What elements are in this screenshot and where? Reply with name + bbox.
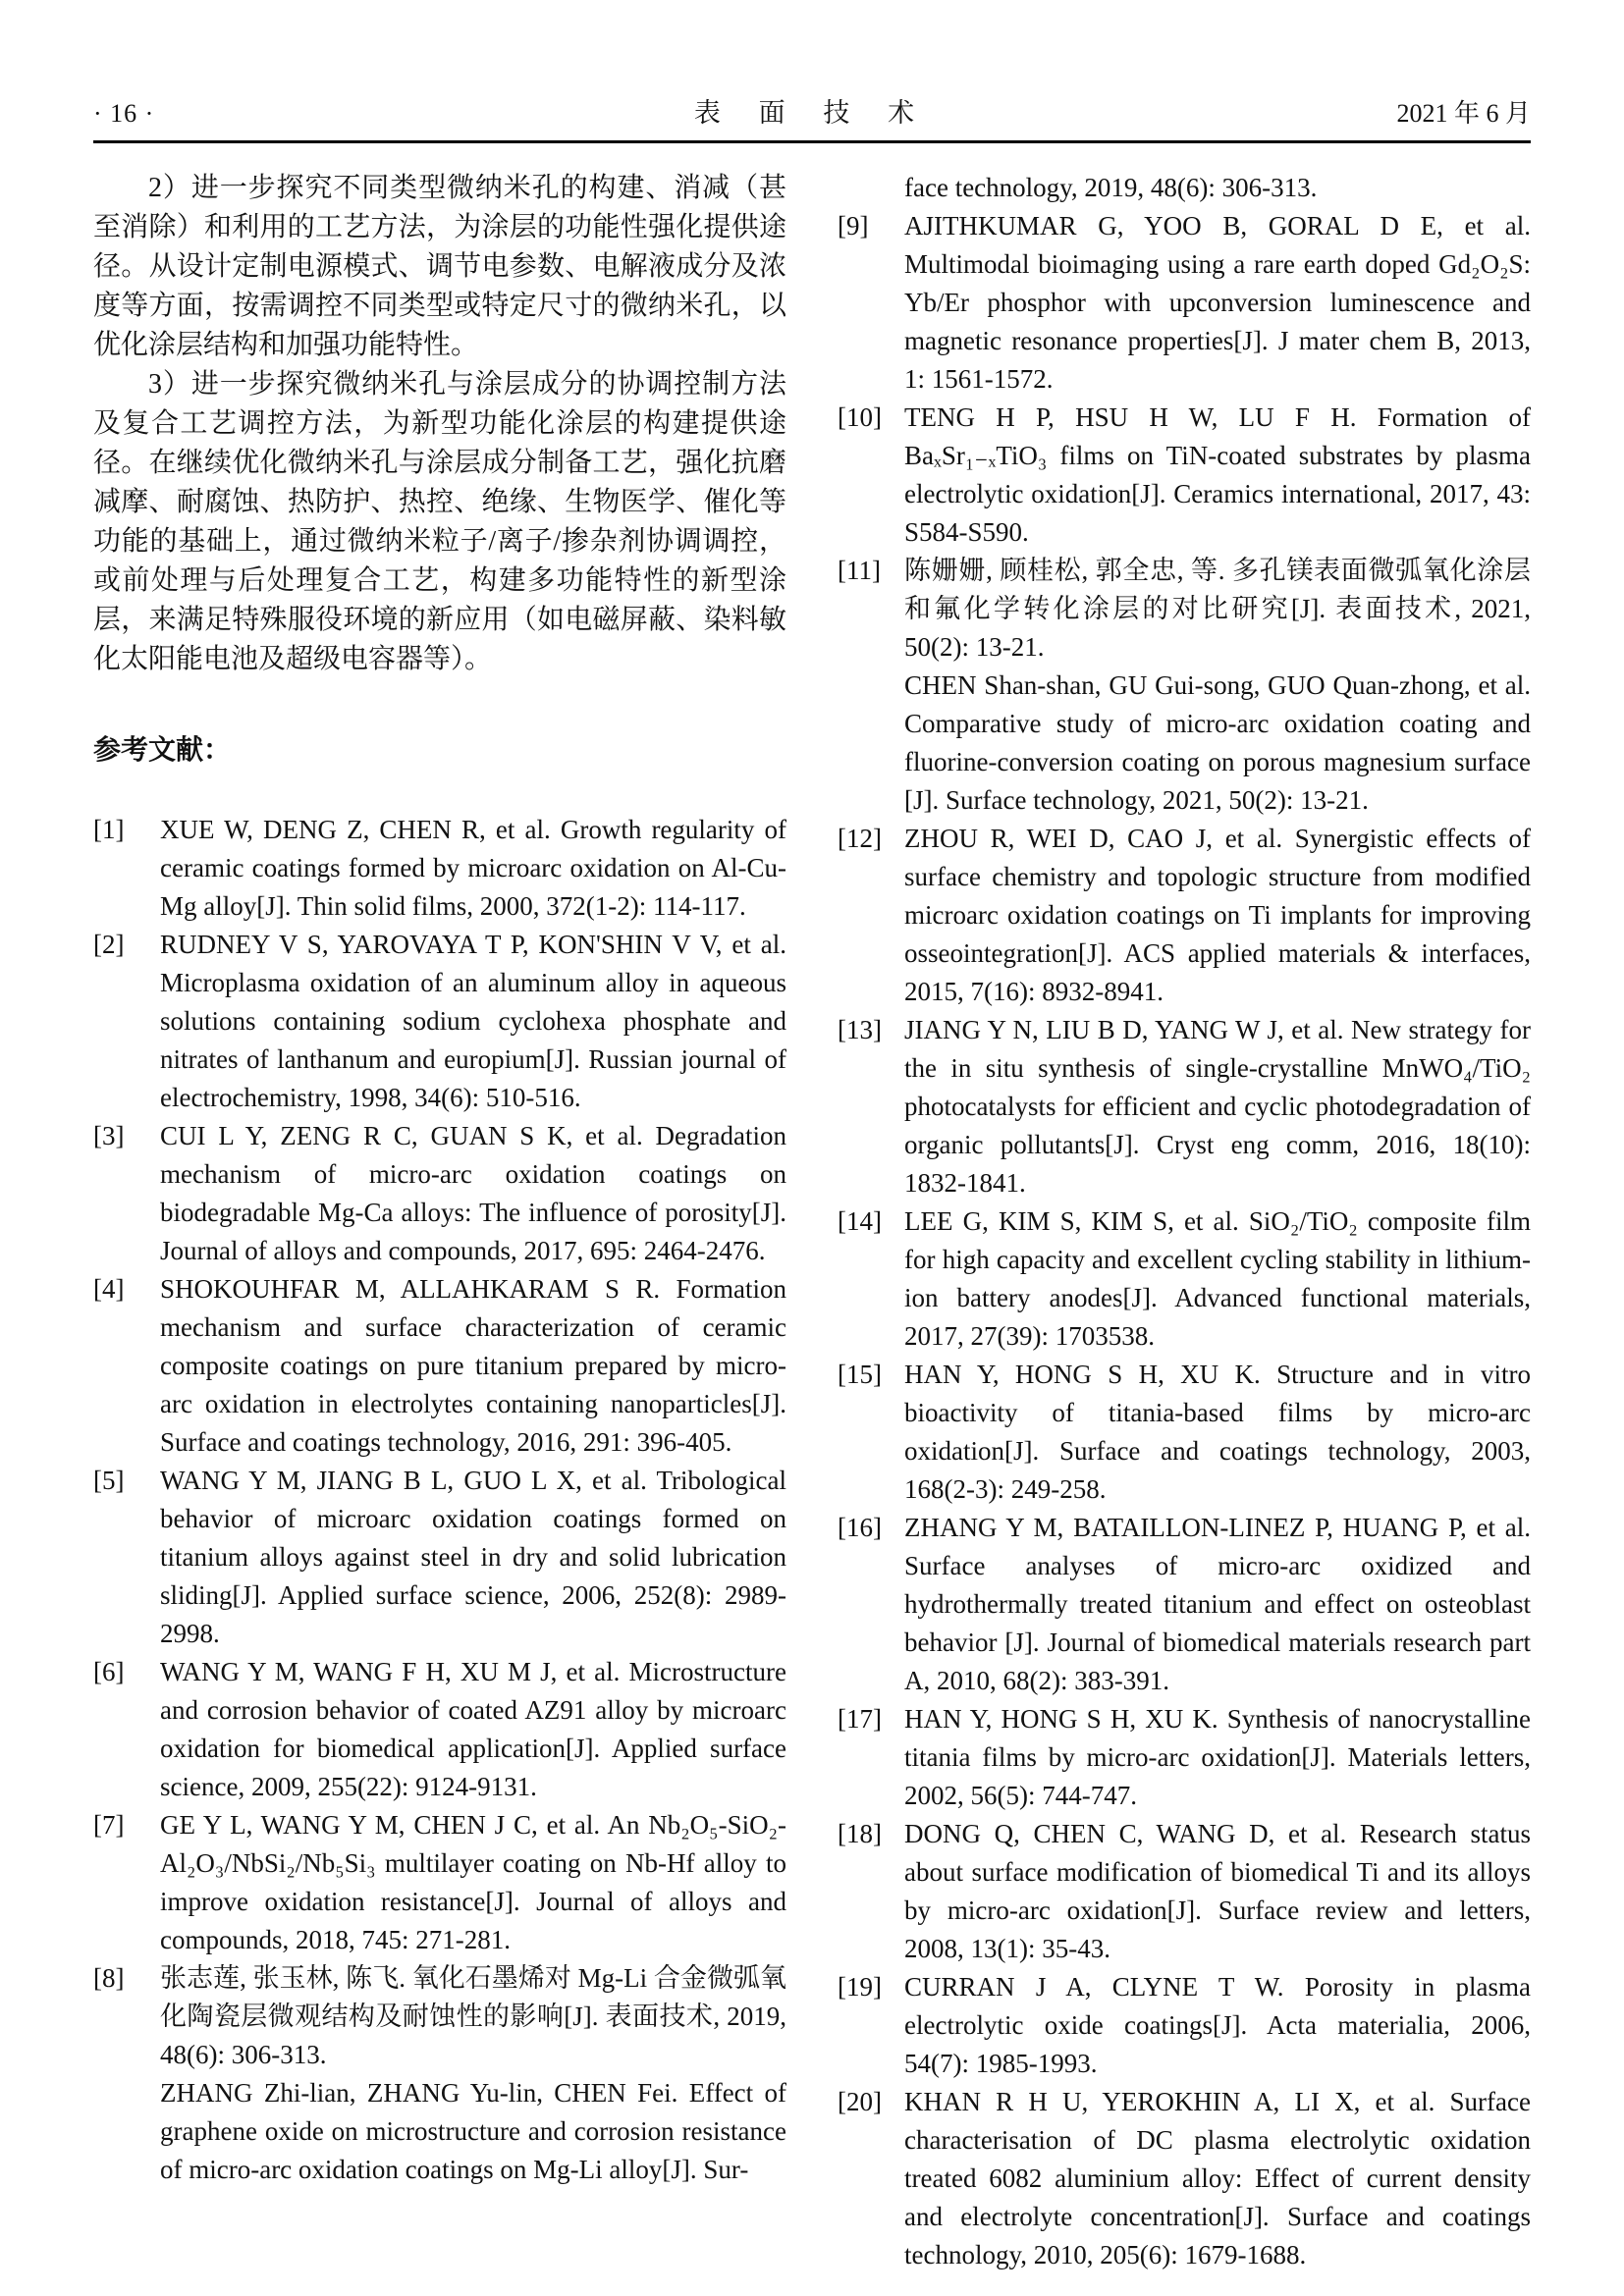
reference-label: [13] (838, 1015, 882, 1044)
reference-label: [14] (838, 1206, 882, 1236)
reference-label: [1] (93, 815, 125, 844)
reference-text: SHOKOUHFAR M, ALLAHKARAM S R. Formation mechanism and surface characterization of ceramic composite coatings on pure titanium prepared by micro-arc oxidation in electrolytes containing nanoparticles[J]. Surface and coatings technology, 2016, 291: 396-405. (160, 1274, 786, 1457)
reference-item (838, 1700, 1531, 1815)
reference-label: [16] (838, 1513, 882, 1542)
reference-text: 陈姗姗, 顾桂松, 郭全忠, 等. 多孔镁表面微弧氧化涂层和氟化学转化涂层的对比研究[J]. 表面技术, 2021, 50(2): 13-21. (904, 556, 1531, 662)
reference-item (93, 1270, 786, 1462)
header-rule (93, 140, 1531, 143)
reference-label: [19] (838, 1972, 882, 2002)
reference-item (838, 1509, 1531, 1700)
reference-item (93, 811, 786, 926)
reference-translation: ZHANG Zhi-lian, ZHANG Yu-lin, CHEN Fei. Effect of graphene oxide on microstructure and corrosion resistance of micro-arc oxidation coatings on Mg-Li alloy[J]. Sur- (160, 2078, 786, 2184)
reference-text: AJITHKUMAR G, YOO B, GORAL D E, et al. Multimodal bioimaging using a rare earth doped Gd₂O₂S: Yb/Er phosphor with upconversion luminescence and magnetic resonance properties[J]. J mater chem B, 2013, 1: 1561-1572. (904, 211, 1531, 394)
reference-item (838, 552, 1531, 820)
reference-continuation: face technology, 2019, 48(6): 306-313. (904, 173, 1318, 202)
reference-item (838, 207, 1531, 399)
two-column-body (93, 169, 1531, 2274)
reference-item (838, 1815, 1531, 1968)
reference-text: ZHANG Y M, BATAILLON-LINEZ P, HUANG P, et al. Surface analyses of micro-arc oxidized and hydrothermally treated titanium and effect on osteoblast behavior [J]. Journal of biomedical materials research part A, 2010, 68(2): 383-391. (904, 1513, 1531, 1695)
references-heading: 参考文献： (93, 735, 232, 766)
left-column (93, 169, 786, 2274)
reference-label: [3] (93, 1121, 125, 1150)
reference-label: [20] (838, 2087, 882, 2116)
reference-label: [17] (838, 1704, 882, 1734)
body-paragraph-2: 2）进一步探究不同类型微纳米孔的构建、消减（甚至消除）和利用的工艺方法，为涂层的功能性强化提供途径。从设计定制电源模式、调节电参数、电解液成分及浓度等方面，按需调控不同类型或特定尺寸的微纳米孔，以优化涂层结构和加强功能特性。 (93, 173, 786, 360)
reference-label: [15] (838, 1360, 882, 1389)
body-paragraph-3: 3）进一步探究微纳米孔与涂层成分的协调控制方法及复合工艺调控方法，为新型功能化涂层的构建提供途径。在继续优化微纳米孔与涂层成分制备工艺，强化抗磨减摩、耐腐蚀、热防护、热控、绝缘、生物医学、催化等功能的基础上，通过微纳米粒子/离子/掺杂剂协调调控，或前处理与后处理复合工艺，构建多功能特性的新型涂层，来满足特殊服役环境的新应用（如电磁屏蔽、染料敏化太阳能电池及超级电容器等）。 (93, 369, 786, 674)
reference-item (838, 1356, 1531, 1509)
reference-text: WANG Y M, JIANG B L, GUO L X, et al. Tribological behavior of microarc oxidation coatings formed on titanium alloys against steel in dry and solid lubrication sliding[J]. Applied surface science, 2006, 252(8): 2989-2998. (160, 1466, 786, 1648)
reference-text: 张志莲, 张玉林, 陈飞. 氧化石墨烯对 Mg-Li 合金微弧氧化陶瓷层微观结构及耐蚀性的影响[J]. 表面技术, 2019, 48(6): 306-313. (160, 1963, 786, 2069)
reference-label: [4] (93, 1274, 125, 1304)
reference-text: WANG Y M, WANG F H, XU M J, et al. Microstructure and corrosion behavior of coated AZ91 alloy by microarc oxidation for biomedical application[J]. Applied surface science, 2009, 255(22): 9124-9131. (160, 1657, 786, 1801)
reference-text: JIANG Y N, LIU B D, YANG W J, et al. New strategy for the in situ synthesis of single-crystalline MnWO₄/TiO₂ photocatalysts for efficient and cyclic photodegradation of organic pollutants[J]. Cryst eng comm, 2016, 18(10): 1832-1841. (904, 1015, 1531, 1198)
reference-label: [12] (838, 824, 882, 853)
reference-item (93, 926, 786, 1117)
reference-item (93, 1959, 786, 2189)
reference-text: GE Y L, WANG Y M, CHEN J C, et al. An Nb₂O₅-SiO₂-Al₂O₃/NbSi₂/Nb₅Si₃ multilayer coating on Nb-Hf alloy to improve oxidation resistance[J]. Journal of alloys and compounds, 2018, 745: 271-281. (160, 1810, 786, 1954)
reference-item (838, 399, 1531, 552)
reference-text: DONG Q, CHEN C, WANG D, et al. Research status about surface modification of biomedical Ti and its alloys by micro-arc oxidation[J]. Surface review and letters, 2008, 13(1): 35-43. (904, 1819, 1531, 1963)
reference-text: CURRAN J A, CLYNE T W. Porosity in plasma electrolytic oxide coatings[J]. Acta materialia, 2006, 54(7): 1985-1993. (904, 1972, 1531, 2078)
reference-text: HAN Y, HONG S H, XU K. Structure and in vitro bioactivity of titania-based films by micro-arc oxidation[J]. Surface and coatings technology, 2003, 168(2-3): 249-258. (904, 1360, 1531, 1504)
reference-label: [18] (838, 1819, 882, 1848)
reference-list-left (93, 811, 786, 2189)
reference-item (838, 1968, 1531, 2083)
reference-item (93, 1806, 786, 1959)
reference-text: RUDNEY V S, YAROVAYA T P, KON'SHIN V V, et al. Microplasma oxidation of an aluminum alloy in aqueous solutions containing sodium cyclohexa phosphate and nitrates of lanthanum and europium[J]. Russian journal of electrochemistry, 1998, 34(6): 510-516. (160, 930, 786, 1112)
reference-label: [2] (93, 930, 125, 959)
reference-text: CUI L Y, ZENG R C, GUAN S K, et al. Degradation mechanism of micro-arc oxidation coatings on biodegradable Mg-Ca alloys: The influence of porosity[J]. Journal of alloys and compounds, 2017, 695: 2464-2476. (160, 1121, 786, 1265)
reference-text: TENG H P, HSU H W, LU F H. Formation of BaₓSr₁₋ₓTiO₃ films on TiN-coated substrates by plasma electrolytic oxidation[J]. Ceramics international, 2017, 43: S584-S590. (904, 402, 1531, 547)
reference-text: XUE W, DENG Z, CHEN R, et al. Growth regularity of ceramic coatings formed by microarc oxidation on Al-Cu-Mg alloy[J]. Thin solid films, 2000, 372(1-2): 114-117. (160, 815, 786, 921)
reference-label: [11] (838, 556, 881, 585)
right-column (838, 169, 1531, 2274)
journal-title: 表 面 技 术 (693, 98, 931, 128)
reference-item (93, 1653, 786, 1806)
reference-label: [9] (838, 211, 869, 240)
reference-label: [5] (93, 1466, 125, 1495)
reference-item (93, 1117, 786, 1270)
reference-item (838, 820, 1531, 1011)
reference-item (838, 1011, 1531, 1202)
reference-text: KHAN R H U, YEROKHIN A, LI X, et al. Surface characterisation of DC plasma electrolytic oxidation treated 6082 aluminium alloy: Effect of current density and electrolyte concentration[J]. Surface and coatings technology, 2010, 205(6): 1679-1688. (904, 2087, 1531, 2269)
reference-label: [6] (93, 1657, 125, 1686)
reference-list-right (838, 207, 1531, 2274)
reference-label: [7] (93, 1810, 125, 1840)
reference-translation: CHEN Shan-shan, GU Gui-song, GUO Quan-zhong, et al. Comparative study of micro-arc oxidation coating and fluorine-conversion coating on porous magnesium surface [J]. Surface technology, 2021, 50(2): 13-21. (904, 670, 1531, 815)
page-header (93, 98, 1531, 129)
reference-item (838, 1202, 1531, 1356)
reference-text: ZHOU R, WEI D, CAO J, et al. Synergistic effects of surface chemistry and topologic structure from modified microarc oxidation coatings on Ti implants for improving osseointegration[J]. ACS applied materials & interfaces, 2015, 7(16): 8932-8941. (904, 824, 1531, 1006)
reference-text: HAN Y, HONG S H, XU K. Synthesis of nanocrystalline titania films by micro-arc oxidation[J]. Materials letters, 2002, 56(5): 744-747. (904, 1704, 1531, 1810)
reference-label: [10] (838, 402, 882, 432)
reference-item (93, 1462, 786, 1653)
reference-item (838, 2083, 1531, 2274)
reference-label: [8] (93, 1963, 125, 1993)
issue-date: 2021 年 6 月 (1396, 99, 1531, 128)
page-number: · 16 · (93, 99, 155, 128)
reference-text: LEE G, KIM S, KIM S, et al. SiO₂/TiO₂ composite film for high capacity and excellent cycling stability in lithium-ion battery anodes[J]. Advanced functional materials, 2017, 27(39): 1703538. (904, 1206, 1531, 1351)
